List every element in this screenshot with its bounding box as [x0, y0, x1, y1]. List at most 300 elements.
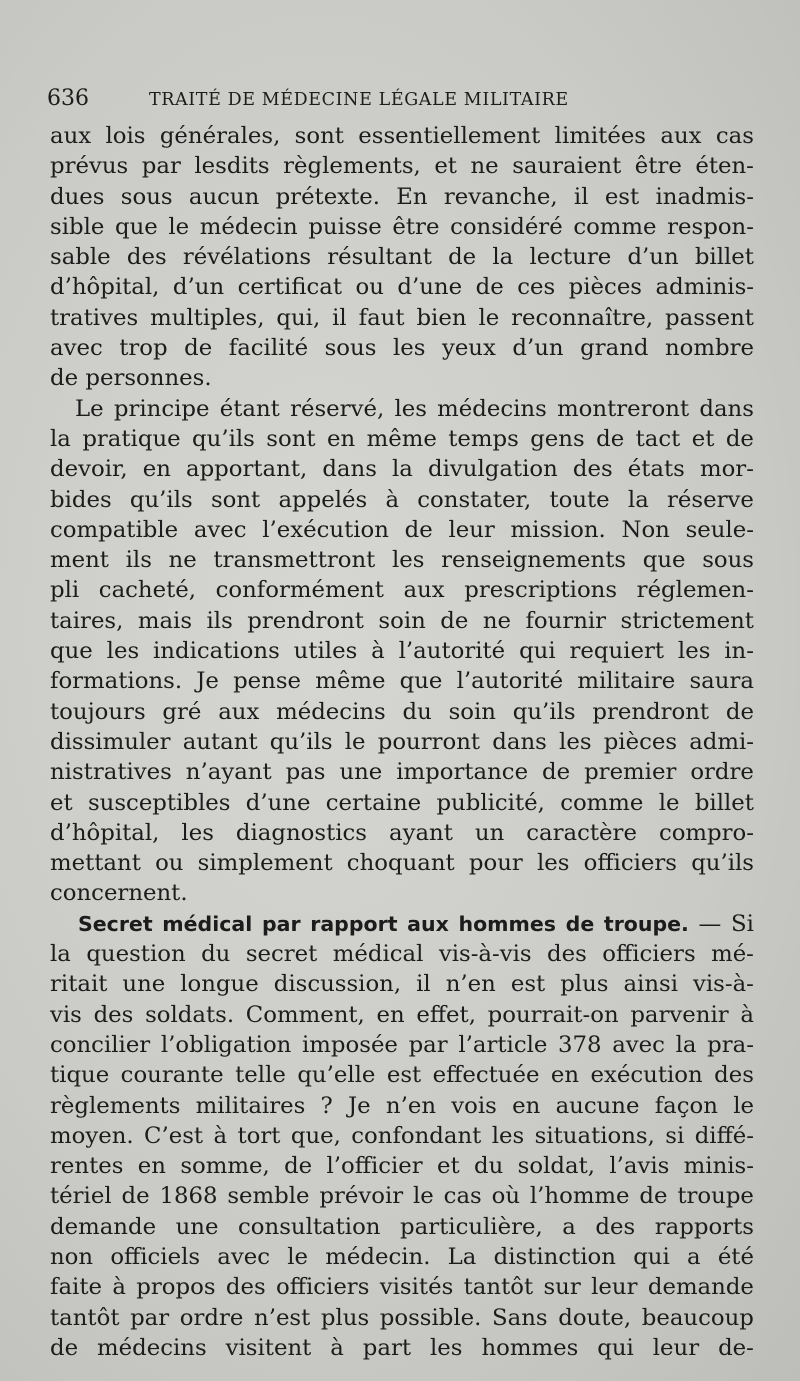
word: en [376, 1001, 405, 1028]
bold-word: de [565, 911, 595, 936]
word: le [413, 1183, 434, 1210]
word: sont [294, 123, 344, 149]
word: aux [660, 123, 702, 149]
word: que [114, 213, 158, 240]
word: qu’ils [512, 698, 576, 725]
word: constater, [417, 486, 532, 513]
word: à [330, 1334, 344, 1361]
word: résultant [327, 244, 432, 271]
text-line [50, 878, 754, 908]
text-line [50, 121, 754, 151]
word: tantôt [50, 1304, 120, 1331]
word: certificat [237, 274, 342, 301]
word: qui [597, 1334, 634, 1361]
text-line [50, 242, 754, 272]
word: de [121, 1183, 150, 1210]
word: dans [699, 395, 754, 422]
word: qu’elle [297, 1062, 376, 1089]
text-line [50, 727, 754, 757]
word: temps [448, 425, 519, 452]
text-line [50, 1121, 754, 1151]
word: Je [196, 668, 219, 695]
word: devoir, [50, 456, 128, 483]
word: dissimuler [50, 728, 171, 755]
word: soin [448, 698, 496, 725]
word: strictement [620, 607, 754, 634]
word: ritait [50, 971, 108, 998]
word: revanche, [443, 183, 558, 210]
word: officiers [583, 850, 677, 877]
word: même [315, 668, 386, 695]
word: avec [193, 516, 247, 543]
word: est [604, 183, 640, 210]
word: de [50, 1334, 79, 1361]
word: de [596, 425, 625, 452]
word: il [573, 183, 589, 210]
word: n’est [254, 1304, 311, 1331]
word: de [725, 698, 754, 725]
word: minis- [683, 1153, 754, 1180]
word: tort [237, 1122, 281, 1149]
word: les [677, 638, 711, 665]
word: de [475, 274, 504, 301]
word: réserve [667, 486, 754, 513]
word: qu’ils [691, 850, 754, 877]
word: courante [120, 1062, 224, 1089]
word: doute, [558, 1304, 632, 1331]
word: de [440, 607, 469, 634]
word: ne [482, 607, 512, 634]
bold-word: hommes [458, 911, 556, 936]
word: les [559, 728, 592, 755]
text-line [50, 363, 754, 393]
word: d’un [512, 335, 564, 362]
word: beaucoup [641, 1304, 754, 1331]
word: dans [322, 456, 377, 483]
word: éten- [695, 153, 754, 180]
word: et [50, 789, 73, 816]
text-line [50, 939, 754, 969]
word: de [50, 365, 79, 392]
word: vois [451, 1092, 497, 1119]
word: taires, [50, 607, 124, 634]
word: possible. [379, 1304, 482, 1331]
word: compro- [658, 819, 754, 846]
word: étant [219, 395, 280, 422]
bold-word: par [261, 911, 301, 936]
word: l’avis [609, 1153, 670, 1180]
word: une [339, 759, 383, 786]
word: multiples, [150, 304, 265, 331]
word: pour [468, 850, 523, 877]
word: été [717, 1243, 754, 1270]
word: visitent [225, 1334, 312, 1361]
word: les [106, 638, 140, 665]
word: l’homme [529, 1183, 630, 1210]
word: yeux [441, 335, 496, 362]
word: faite [50, 1274, 102, 1301]
word: soldats. [145, 1001, 235, 1028]
word: n’en [385, 1092, 437, 1119]
text-line [50, 303, 754, 333]
word: qui, [276, 304, 321, 331]
word: une [175, 1213, 219, 1240]
word: Non [621, 516, 670, 543]
word: réglemen- [636, 577, 754, 604]
word: toute [549, 486, 610, 513]
word: ou [155, 850, 184, 877]
text-line [50, 1060, 754, 1090]
text-line [50, 545, 754, 575]
word: ayant [389, 819, 453, 846]
word: la [627, 486, 649, 513]
word: la [50, 425, 71, 452]
word: les [391, 547, 425, 574]
word: cacheté, [98, 577, 196, 604]
word: lesdits [194, 153, 270, 180]
word: façon [654, 1092, 718, 1119]
word: en [137, 1153, 166, 1180]
word: publicité, [436, 789, 545, 816]
word: nistratives [50, 759, 172, 786]
word: médecin [199, 213, 298, 240]
word: Sans [492, 1304, 548, 1331]
word: d’une [245, 789, 311, 816]
word: d’hôpital, [50, 274, 160, 301]
word: diagnostics [235, 819, 367, 846]
word: comme [560, 789, 644, 816]
word: simplement [197, 850, 333, 877]
word: hommes [481, 1334, 579, 1361]
word: premier [584, 759, 677, 786]
word: importance [396, 759, 529, 786]
text-line [50, 212, 754, 242]
word: des [126, 244, 167, 271]
word: mor- [699, 456, 754, 483]
word: saura [689, 668, 754, 695]
word: aux [50, 123, 92, 149]
word: ordre [179, 1304, 244, 1331]
word: adminis- [655, 274, 754, 301]
word: à [740, 1001, 754, 1028]
page-header [47, 84, 747, 114]
word: appelés [278, 486, 368, 513]
word: mission. [510, 516, 606, 543]
word: facilité [228, 335, 309, 362]
word: personnes. [85, 365, 212, 392]
word: propos [136, 1274, 216, 1301]
word: le [478, 304, 500, 331]
word: n’ayant [185, 759, 272, 786]
word: somme, [180, 1153, 270, 1180]
word: qu’ils [192, 425, 255, 452]
word: en [326, 425, 356, 452]
word: renseignements [441, 547, 627, 574]
word: puisse [308, 213, 382, 240]
word: règlements, [283, 153, 421, 180]
word: bien [416, 304, 467, 331]
word: pense [233, 668, 302, 695]
word: l’autorité [456, 668, 564, 695]
word: ne [168, 547, 197, 574]
running-title: TRAITÉ DE MÉDECINE LÉGALE MILITAIRE [149, 90, 569, 110]
word: in- [724, 638, 754, 665]
word: même [366, 425, 437, 452]
word: rentes [50, 1153, 124, 1180]
word: en [512, 1092, 541, 1119]
word: pièces [568, 274, 643, 301]
bold-word: troupe. [603, 911, 689, 936]
word: trop [119, 335, 168, 362]
word: révélations [182, 244, 312, 271]
word: ils [206, 607, 233, 634]
word: a [687, 1243, 701, 1270]
word: Si [730, 910, 754, 937]
word: du [474, 1153, 504, 1180]
word: de [284, 1153, 313, 1180]
word: sous [702, 547, 754, 574]
word: de [448, 244, 477, 271]
word: semble [227, 1183, 310, 1210]
word: et [691, 425, 715, 452]
word: faut [358, 304, 405, 331]
word: médecins [437, 395, 547, 422]
word: rapports [654, 1213, 754, 1240]
word: par [141, 153, 181, 180]
word: C’est [144, 1122, 204, 1149]
word: concernent. [50, 880, 188, 907]
word: que, [290, 1122, 341, 1149]
word: médecins [97, 1334, 207, 1361]
word: demande [647, 1274, 754, 1301]
word: inadmis- [655, 183, 754, 210]
text-line [50, 848, 754, 878]
word: est [510, 971, 546, 998]
word: mettant [50, 850, 141, 877]
word: est [386, 1062, 422, 1089]
word: que [399, 668, 443, 695]
word: limitées [554, 123, 647, 149]
word: qu’ils [269, 728, 333, 755]
text-line [50, 1242, 754, 1272]
text-line [50, 818, 754, 848]
word: comme [573, 213, 657, 240]
word: médecin. [325, 1243, 431, 1270]
word: certaine [325, 789, 422, 816]
text-line [50, 515, 754, 545]
word: soldat, [517, 1153, 595, 1180]
word: dues [50, 183, 105, 210]
text-line [50, 969, 754, 999]
word: pratique [82, 425, 181, 452]
text-line [50, 151, 754, 181]
word: lois [105, 123, 146, 149]
text-line [50, 1333, 754, 1363]
word: consultation [238, 1213, 381, 1240]
word: des [547, 941, 587, 968]
word: tériel [50, 1183, 112, 1210]
word: formations. [50, 668, 183, 695]
word: par [408, 1031, 448, 1058]
word: de [404, 516, 433, 543]
word: le [733, 1092, 754, 1119]
word: officiels [110, 1243, 201, 1270]
word: a [562, 1213, 576, 1240]
text-line [50, 454, 754, 484]
word: sous [324, 335, 377, 362]
text-line [50, 485, 754, 515]
word: l’obligation [160, 1031, 292, 1058]
word: ment [50, 547, 109, 574]
word: reconnaître, [511, 304, 654, 331]
word: tique [50, 1062, 110, 1089]
word: soin [378, 607, 426, 634]
word: sible [50, 213, 105, 240]
word: 378 [558, 1031, 602, 1058]
word: caractère [526, 819, 637, 846]
word: prescriptions [464, 577, 618, 604]
word: requiert [569, 638, 665, 665]
word: et [434, 153, 457, 180]
word: d’une [397, 274, 463, 301]
word: situations, [534, 1122, 655, 1149]
text-line [50, 333, 754, 363]
word: médecins [276, 698, 386, 725]
word: il [332, 304, 347, 331]
word: de [639, 1183, 668, 1210]
word: et [437, 1153, 460, 1180]
word: dans [492, 728, 547, 755]
word: de [184, 335, 213, 362]
word: choquant [346, 850, 455, 877]
word: ne [470, 153, 499, 180]
word: tantôt [463, 1274, 534, 1301]
word: admi- [689, 728, 754, 755]
word: ordre [690, 759, 754, 786]
bold-word: rapport [310, 911, 398, 936]
word: utiles [293, 638, 358, 665]
word: les [394, 395, 427, 422]
word: plus [320, 1304, 370, 1331]
word: divulgation [428, 456, 558, 483]
word: réservé, [290, 395, 385, 422]
text-line [50, 1212, 754, 1242]
word: Comment, [245, 1001, 365, 1028]
word: que [50, 638, 93, 665]
text-line [50, 575, 754, 605]
bold-word: Secret [78, 911, 153, 936]
word: la [492, 244, 514, 271]
text-line [50, 394, 754, 424]
word: qu’ils [129, 486, 193, 513]
word: essentiellement [358, 123, 541, 149]
word: états [627, 456, 685, 483]
word: à [371, 638, 385, 665]
word: vis-à- [693, 971, 754, 998]
word: respon- [667, 213, 754, 240]
word: diffé- [694, 1122, 754, 1149]
word: à [213, 1122, 228, 1149]
text-line [50, 1151, 754, 1181]
word: règlements [50, 1092, 181, 1119]
word: nombre [664, 335, 754, 362]
word: conformément [215, 577, 384, 604]
word: l’exécution [262, 516, 389, 543]
text-line [50, 697, 754, 727]
word: cas [443, 1183, 482, 1210]
word: gens [530, 425, 585, 452]
word: mé- [711, 941, 754, 968]
word: mais [137, 607, 193, 634]
word: des [572, 456, 613, 483]
word: plus [560, 971, 609, 998]
word: Le [75, 395, 104, 422]
text-line [50, 606, 754, 636]
word: des [595, 1213, 636, 1240]
word: imposée [302, 1031, 398, 1058]
word: avec [612, 1031, 665, 1058]
word: un [474, 819, 505, 846]
word: vis [50, 1001, 82, 1028]
word: les [392, 335, 426, 362]
word: ? [320, 1092, 333, 1119]
word: si [665, 1122, 685, 1149]
word: les [536, 850, 570, 877]
word: particulière, [400, 1213, 543, 1240]
word: la [675, 1031, 697, 1058]
word: du [201, 941, 231, 968]
word: de [542, 759, 571, 786]
word: l’officier [326, 1153, 423, 1180]
word: par [130, 1304, 170, 1331]
word: lecture [529, 244, 612, 271]
word: une [122, 971, 166, 998]
word: n’en [445, 971, 496, 998]
word: susceptibles [87, 789, 231, 816]
word: transmettront [213, 547, 376, 574]
word: pièces [603, 728, 678, 755]
word: exécution [590, 1062, 703, 1089]
word: passent [665, 304, 754, 331]
word: principe [113, 395, 210, 422]
word: il [416, 971, 431, 998]
word: tratives [50, 304, 139, 331]
word: question [86, 941, 186, 968]
word: moyen. [50, 1122, 134, 1149]
word: grand [580, 335, 649, 362]
word: gré [162, 698, 202, 725]
word: la [392, 456, 413, 483]
word: 1868 [159, 1183, 218, 1210]
word: l’autorité [398, 638, 506, 665]
text-line [50, 666, 754, 696]
word: l’article [458, 1031, 548, 1058]
word: qui [633, 1243, 670, 1270]
word: en [550, 1062, 580, 1089]
word: pourront [377, 728, 481, 755]
word: militaire [577, 668, 676, 695]
word: être [392, 213, 440, 240]
word: le [344, 728, 366, 755]
bold-word: médical [162, 911, 253, 936]
word: part [362, 1334, 412, 1361]
word: ou [355, 274, 384, 301]
word: d’un [172, 274, 225, 301]
word: sable [50, 244, 111, 271]
word: ils [125, 547, 152, 574]
word: aucun [188, 183, 260, 210]
word: apportant, [186, 456, 308, 483]
